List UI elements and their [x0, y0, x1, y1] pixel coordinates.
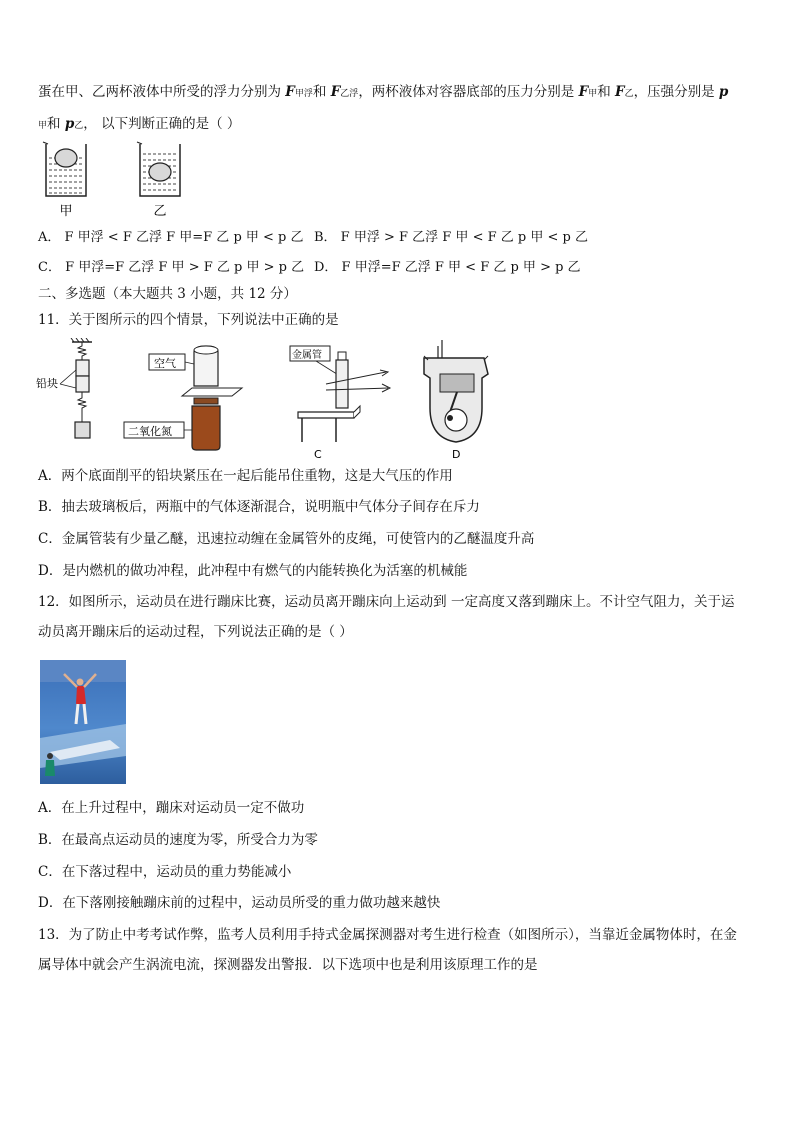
- q10-option-b[interactable]: B． F 甲浮 > F 乙浮 F 甲 < F 乙 p 甲 < p 乙: [314, 230, 588, 245]
- label-no2: 二氧化氮: [128, 425, 172, 438]
- q12-option-b[interactable]: B．在最高点运动员的速度为零，所受合力为零: [38, 832, 318, 848]
- q10-option-c[interactable]: C． F 甲浮=F 乙浮 F 甲 > F 乙 p 甲 > p 乙: [38, 260, 305, 275]
- q13-stem-line1: 13．为了防止中考考试作弊，监考人员利用手持式金属探测器对考生进行检查（如图所示），当靠近金属物体时，在金: [38, 927, 737, 943]
- label-c: C: [314, 448, 322, 461]
- beaker-yi: [137, 142, 180, 196]
- section-heading-multi-choice: 二、多选题（本大题共 3 小题，共 12 分）: [38, 286, 297, 302]
- egg-jia: [55, 149, 77, 167]
- q11-option-d[interactable]: D．是内燃机的做功冲程，此冲程中有燃气的内能转换化为活塞的机械能: [38, 563, 468, 579]
- figure-metal-tube: [290, 346, 390, 461]
- figure-gas-diffusion: [124, 346, 242, 450]
- q12-option-a[interactable]: A．在上升过程中，蹦床对运动员一定不做功: [38, 800, 305, 816]
- q12-stem-line2: 动员离开蹦床后的运动过程，下列说法正确的是（ ）: [38, 624, 353, 640]
- trampoline-photo: [40, 660, 126, 784]
- q10-option-d[interactable]: D． F 甲浮=F 乙浮 F 甲 < F 乙 p 甲 > p 乙: [314, 260, 581, 275]
- q12-option-d[interactable]: D．在下落刚接触蹦床前的过程中，运动员所受的重力做功越来越快: [38, 895, 441, 911]
- q10-stem-line1: 蛋在甲、乙两杯液体中所受的浮力分别为 F甲浮和 F乙浮，两杯液体对容器底部的压力分别是 F甲和 F乙，压强分别是 p: [38, 84, 729, 100]
- egg-yi: [149, 163, 171, 181]
- q10-stem-line2: 甲和 p乙， 以下判断正确的是（ ）: [38, 116, 241, 132]
- q12-option-c[interactable]: C．在下落过程中，运动员的重力势能减小: [38, 864, 292, 880]
- q13-stem-line2: 属导体中就会产生涡流电流，探测器发出警报．以下选项中也是利用该原理工作的是: [38, 957, 538, 973]
- q11-option-c[interactable]: C．金属管装有少量乙醚，迅速拉动缠在金属管外的皮绳，可使管内的乙醚温度升高: [38, 531, 535, 547]
- q11-option-b[interactable]: B．抽去玻璃板后，两瓶中的气体逐渐混合，说明瓶中气体分子间存在斥力: [38, 499, 480, 515]
- q11-stem: 11．关于图所示的四个情景，下列说法中正确的是: [38, 312, 339, 328]
- label-lead: 铅块: [36, 377, 58, 390]
- q11-figures: [36, 338, 506, 462]
- beaker-jia-label: 甲: [59, 204, 73, 219]
- q11-option-a[interactable]: A．两个底面削平的铅块紧压在一起后能吊住重物，这是大气压的作用: [38, 468, 453, 484]
- figure-lead-blocks: [36, 338, 92, 438]
- label-d: D: [452, 448, 461, 461]
- beakers-figure: [40, 138, 190, 220]
- q12-stem-line1: 12．如图所示，运动员在进行蹦床比赛，运动员离开蹦床向上运动到 一定高度又落到蹦床上。不计空气阻力，关于运: [38, 594, 735, 610]
- q10-option-a[interactable]: A． F 甲浮 < F 乙浮 F 甲=F 乙 p 甲 < p 乙: [38, 230, 304, 245]
- figure-engine-cylinder: [424, 340, 488, 461]
- label-metal-tube: 金属管: [292, 350, 322, 361]
- beaker-jia: [43, 142, 86, 196]
- beaker-yi-label: 乙: [153, 204, 167, 219]
- label-air: 空气: [154, 357, 176, 370]
